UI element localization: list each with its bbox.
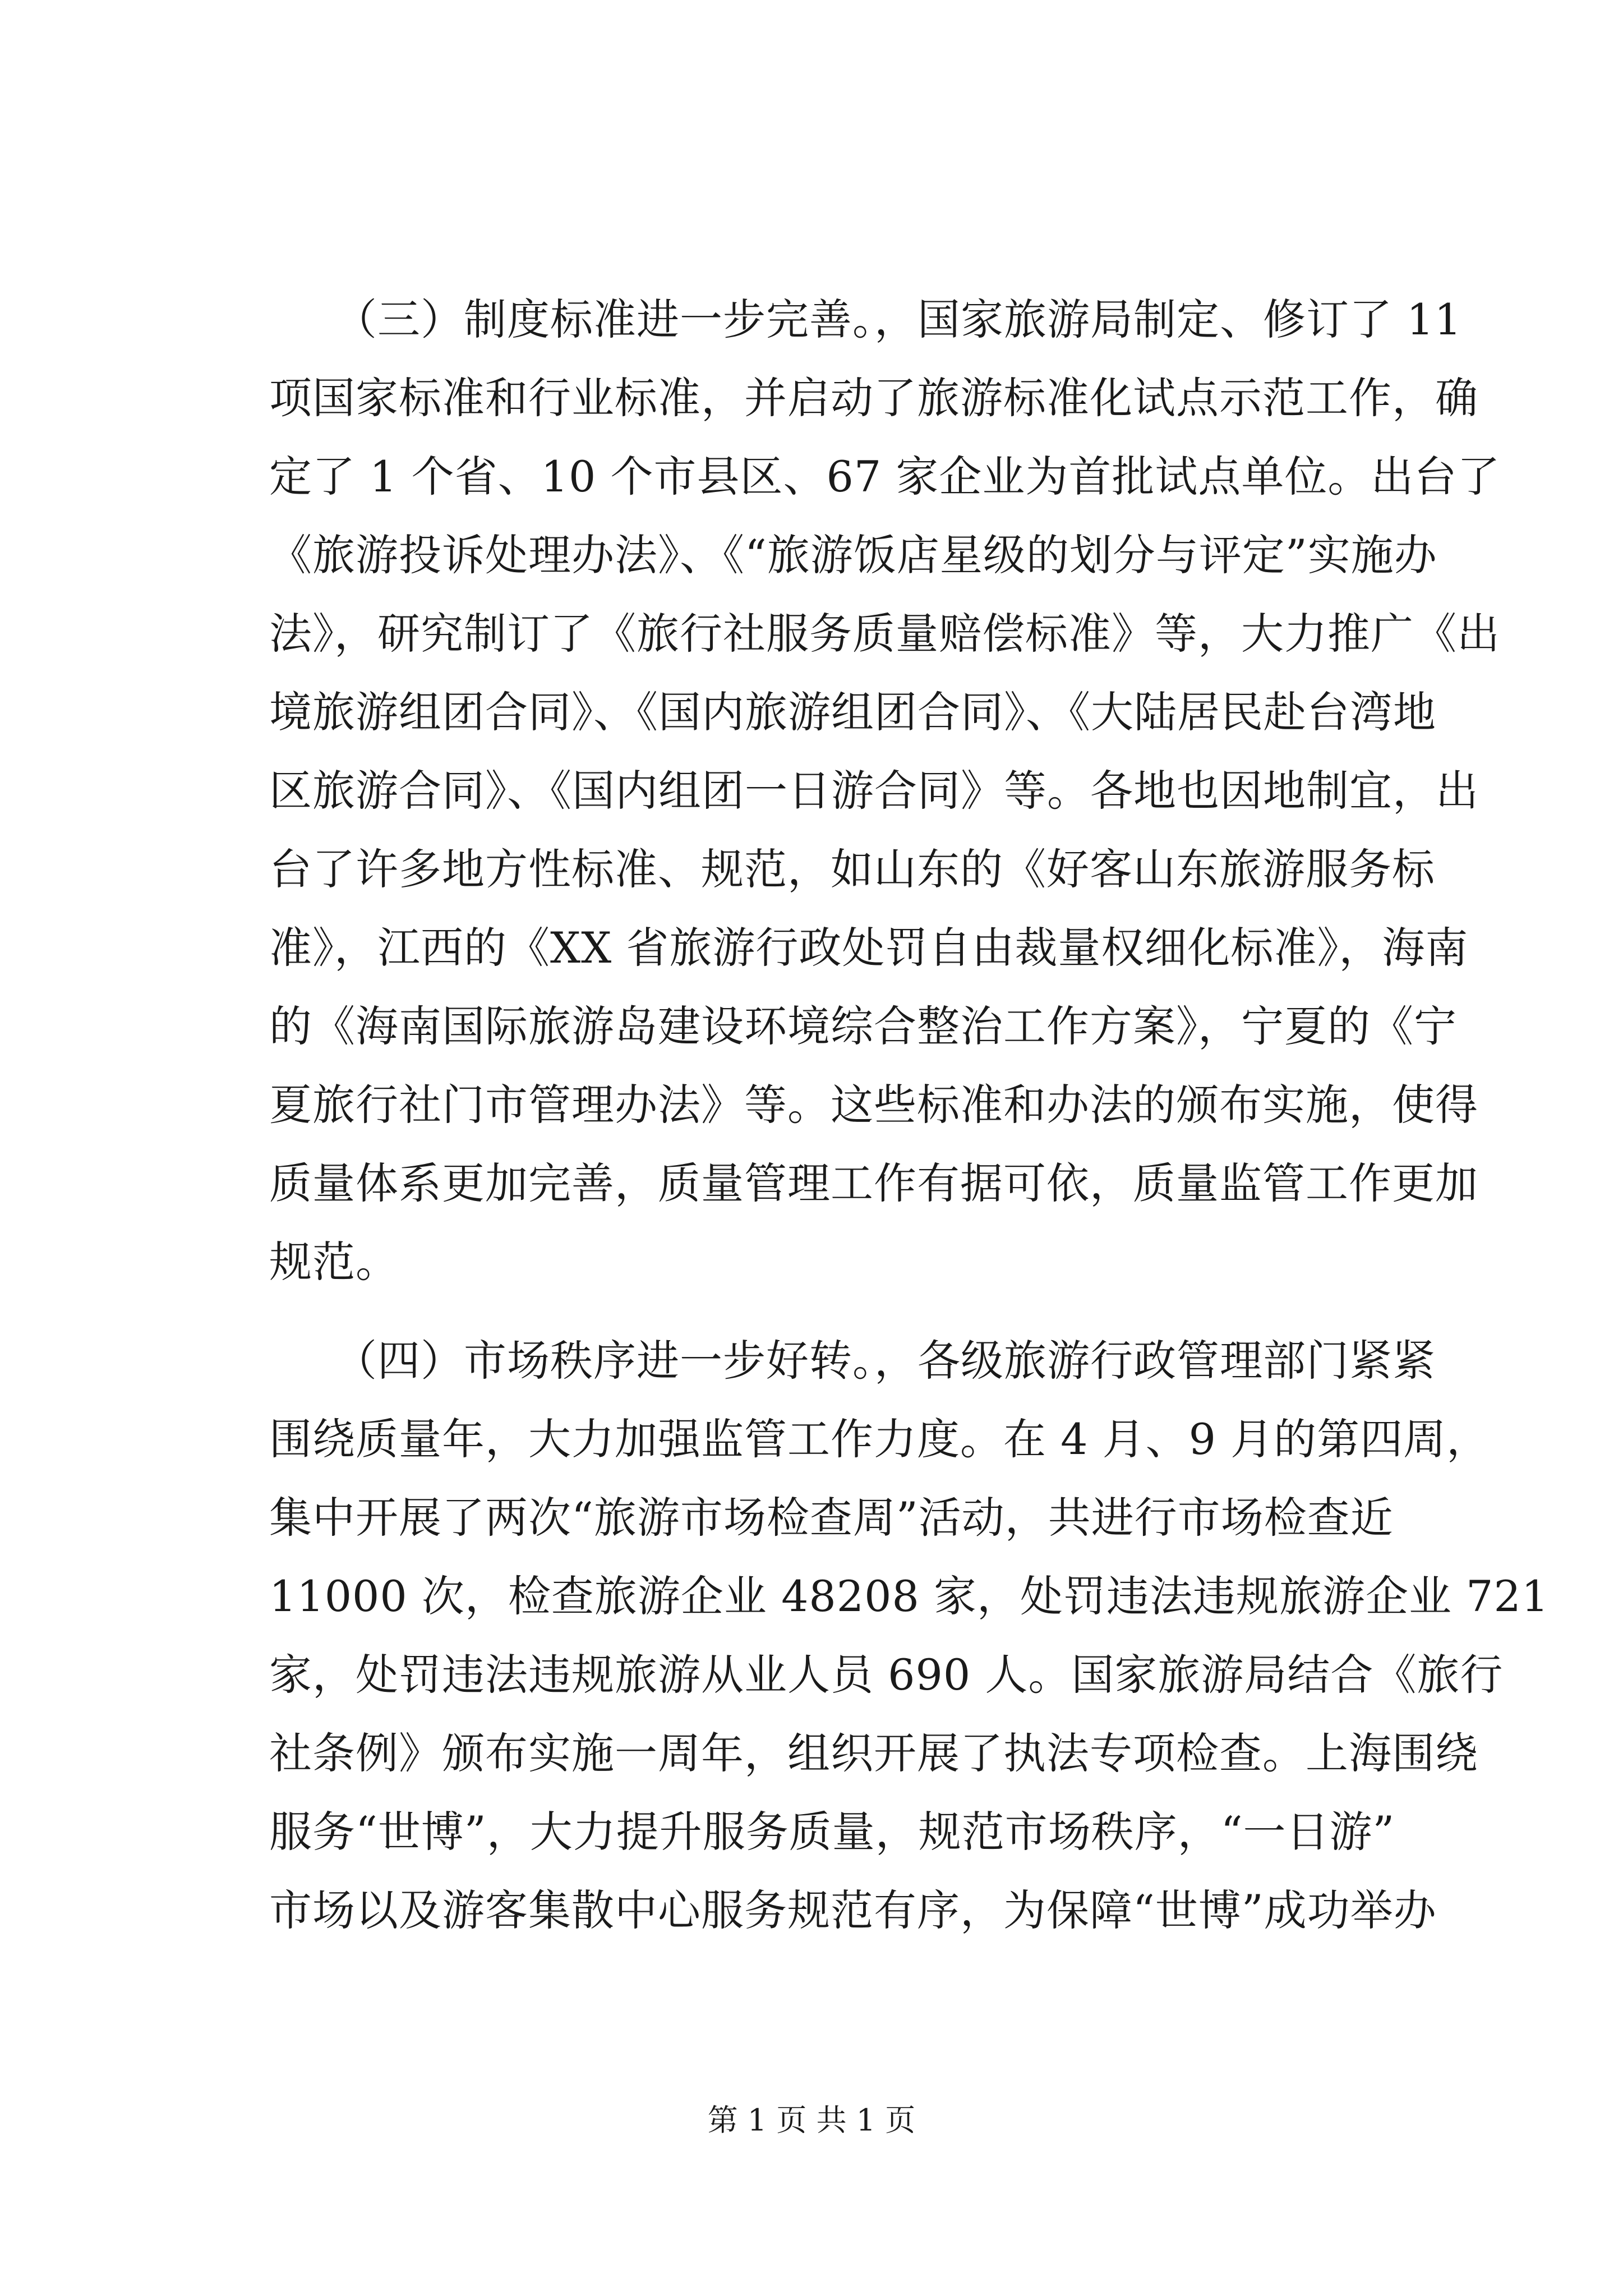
text-line: （三）制度标准进一步完善。，国家旅游局制定、修订了 11 xyxy=(269,295,1462,344)
text-line: 家，处罚违法违规旅游从业人员 690 人。国家旅游局结合《旅行 xyxy=(269,1650,1504,1700)
text-line: 质量体系更加完善，质量管理工作有据可依，质量监管工作更加 xyxy=(269,1158,1478,1208)
text-line: 围绕质量年，大力加强监管工作力度。在 4 月、9 月的第四周， xyxy=(269,1414,1490,1464)
text-line: 区旅游合同》、《国内组团一日游合同》等。各地也因地制宜，出 xyxy=(269,766,1479,816)
text-line: 社条例》颁布实施一周年，组织开展了执法专项检查。上海围绕 xyxy=(269,1728,1478,1778)
text-line: 的《海南国际旅游岛建设环境综合整治工作方案》，宁夏的《宁 xyxy=(269,1001,1457,1051)
page-number-label: 第 1 页 共 1 页 xyxy=(707,2102,916,2138)
text-line: 集中开展了两次“旅游市场检查周”活动，共进行市场检查近 xyxy=(269,1493,1394,1543)
text-line: 法》，研究制订了《旅行社服务质量赔偿标准》等，大力推广《出 xyxy=(269,609,1500,659)
text-line: 夏旅行社门市管理办法》等。这些标准和办法的颁布实施，使得 xyxy=(269,1080,1478,1130)
text-line: 项国家标准和行业标准，并启动了旅游标准化试点示范工作，确 xyxy=(269,373,1478,423)
text-line: 台了许多地方性标准、规范，如山东的《好客山东旅游服务标 xyxy=(269,844,1435,894)
text-line: 服务“世博”，大力提升服务质量，规范市场秩序，“一日游” xyxy=(269,1807,1395,1857)
text-line: （四）市场秩序进一步好转。，各级旅游行政管理部门紧紧 xyxy=(269,1336,1436,1386)
text-line: 定了 1 个省、10 个市县区、67 家企业为首批试点单位。出台了 xyxy=(269,452,1501,501)
text-line: 《旅游投诉处理办法》、《“旅游饭店星级的划分与评定”实施办 xyxy=(269,530,1437,580)
paragraph-four xyxy=(269,1322,1550,1950)
document-body xyxy=(269,280,1550,1950)
text-line: 市场以及游客集散中心服务规范有序，为保障“世博”成功举办 xyxy=(269,1885,1437,1935)
paragraph-spacing xyxy=(269,1301,1408,1322)
text-line: 规范。 xyxy=(269,1237,399,1287)
text-line: 准》，江西的《XX 省旅游行政处罚自由裁量权细化标准》，海南 xyxy=(269,923,1469,973)
paragraph-three xyxy=(269,280,1501,1301)
text-line: 11000 次，检查旅游企业 48208 家，处罚违法违规旅游企业 721 xyxy=(269,1571,1550,1621)
page-footer xyxy=(0,2101,1623,2140)
text-line: 境旅游组团合同》、《国内旅游组团合同》、《大陆居民赴台湾地 xyxy=(269,687,1436,737)
